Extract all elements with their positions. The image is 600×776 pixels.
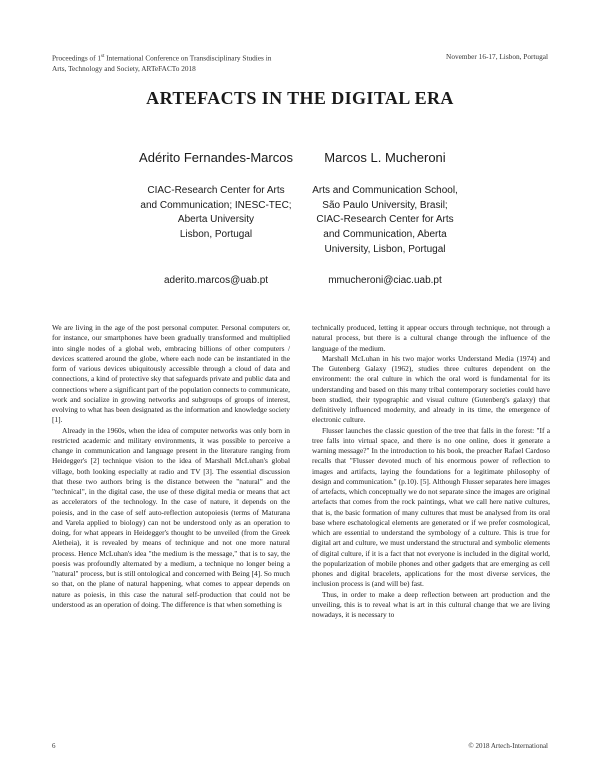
affiliation-line: University, Lisbon, Portugal [324,243,446,255]
paper-title: ARTEFACTS IN THE DIGITAL ERA [146,88,454,108]
author-affiliation [300,184,470,258]
author-email[interactable]: aderito.marcos@uab.pt [163,275,269,286]
paragraph: Marshall McLuhan in his two major works Understand Media (1974) and The Gutenberg Galaxy (1962), studies three cultures dependent on the environment: the oral culture in which the oral word is fundamental for its understanding and based on this many tribal contemporary societies could have been studied, their typographic and visual culture (Gutenberg's galaxy) that definitively influenced modernity, and already in its time, the emergence of electronic culture. [312,353,550,425]
copyright-notice: © 2018 Artech-International [468,742,548,750]
paragraph: Already in the 1960s, when the idea of computer networks was only born in restricted academic and military environments, it was possible to perceive a change in communication and language present in the literature ranging from Heidegger's [2] technique vision to the idea of Marshall McLuhan's global village, both looking especially at radio and TV [3]. The essential discussion that these two authors bring is the distance between the "natural" and the "technical", in the digital case, the use of these digital media or means that act as accelerators of the technology. In the case of nature, it depends on the poiesis, and in the case of self auto-reflection autopoiesis (terms of Maturana and Varela applied to biology) can not be understood only as an operation to doing, for what appears in Heidegger's thought to be unveiled (from the Greek Aletheia), it is revealed by means of technique and not one more natural process. Hence McLuhan's idea "the medium is the message," that is to say, the poesis was profoundly alternated by a medium, a technique no longer being a "natural" process, but is still ontological and concerned with Being [4]. So much so that, on the plane of natural happening, what comes to appear depends on nature as poiesis, in this case the natural self-production that could not be understood as an operation of doing. The difference is that when something is [52,425,290,609]
affiliation-line: Aberta University [177,214,255,226]
affiliation-line: CIAC-Research Center for Arts [147,185,285,196]
author-block-2 [300,150,470,286]
affiliation-line: São Paulo University, Brasil; [322,199,448,211]
running-header-date: November 16-17, Lisbon, Portugal [446,52,548,61]
running-header-proceedings [52,51,342,74]
paragraph: Thus, in order to make a deep reflection between art production and the unveiling, this is to reveal what is art in this cultural change that we are living nowadays, it is necessary to [312,589,550,619]
author-email[interactable]: mmucheroni@ciac.uab.pt [328,275,442,286]
paragraph: technically produced, letting it appear occurs through technique, not through a natural process, but there is a cultural change through the influence of the language of the medium. [312,323,550,353]
paragraph: We are living in the age of the post personal computer. Personal computers or, for instance, our smartphones have been gradually transformed and multiplied into single nodes of a global web, embracing billions of other computers / devices scattered around the globe, where each node can be instantiated in the form of various devices ubiquitously accessible through a cloud of data and connections, a kind of protective sky that safeguards private and public data and connections where a significant part of the population connects to communicate, work and socialize in growing networks and subgroups of groups of interest, evolving to what has been designated as the information and knowledge society [1]. [52,323,290,425]
affiliation-line: Arts and Communication School, [312,185,458,196]
body-column-left [52,323,290,610]
affiliation-line: CIAC-Research Center for Arts [316,214,454,226]
author-block-1 [131,150,301,286]
paragraph: Flusser launches the classic question of the tree that falls in the forest: "If a tree falls into virtual space, and there is no one online, does it generate a warning message?" In the introduction to his book, the preacher Rafael Cardoso recalls that "Flusser devoted much of his enormous power of reflection to images and artifacts, laying the foundations for a legitimate philosophy of design and communication." (p.10). [5]. Although Flusser separates here images of artefacts, which conceptually we do not separate since the images are original artefacts that comes from the rock paintings, what we call here native cultures, that is, the basic formation of many cultures that must be analysed from its oral base where eschatological elements are generated or if we prefer cosmological, which are essential to understand the symbology of a culture. This is true for digital art and culture, we must understand the structural and symbolic elements of digital culture, if it is a fact that not everyone is included in the digital world, the popularization of mobile phones and other gadgets that are emerging as cell phones and digital bracelets, applications for the most diverse services, the inclusion process is (and will be) fast. [312,425,550,589]
author-affiliation [131,184,301,243]
header-line-1: Proceedings of 1st International Conference on Transdisciplinary Studies in [52,53,272,63]
body-column-right [312,323,550,620]
affiliation-line: Lisbon, Portugal [179,229,253,241]
header-line-2: Arts, Technology and Society, ARTeFACTo 2018 [52,64,196,74]
affiliation-line: and Communication; INESC-TEC; [140,199,292,211]
author-name: Marcos L. Mucheroni [324,150,446,165]
author-name: Adérito Fernandes-Marcos [139,150,293,165]
affiliation-line: and Communication, Aberta [323,229,447,241]
page-number: 6 [52,742,56,750]
